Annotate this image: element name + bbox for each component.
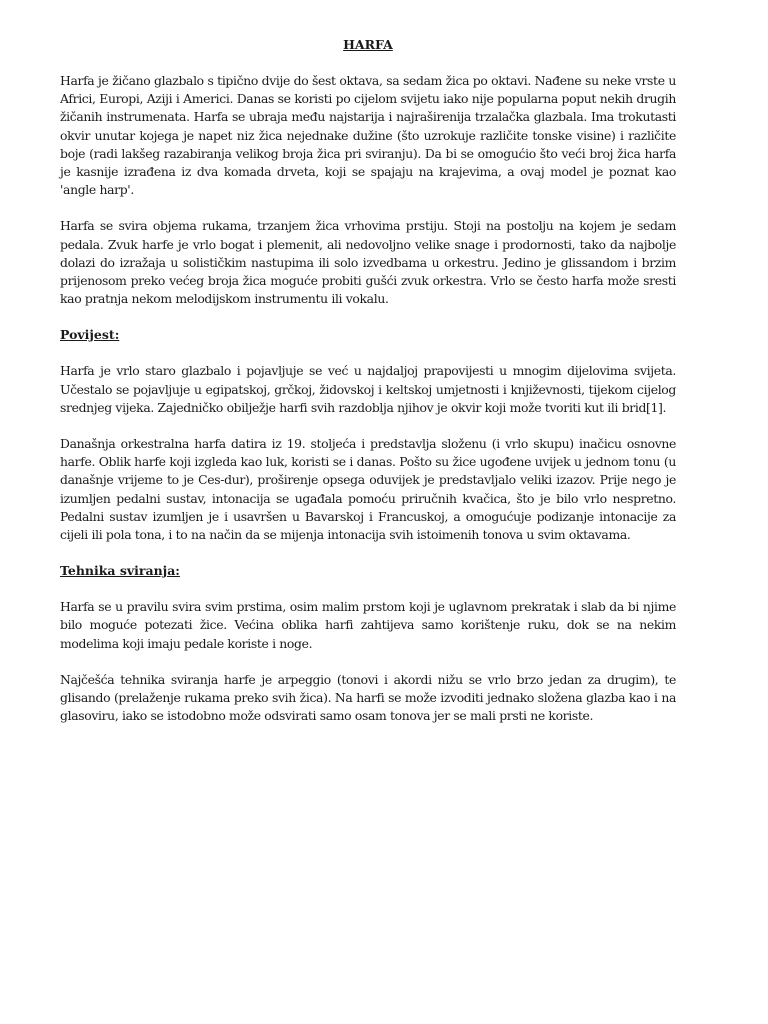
history-paragraph-1: Harfa je vrlo staro glazbalo i pojavljuje se već u najdaljoj prapovijesti u mnogim dijelovima svijeta. Učestalo se pojavljuje u egipatskoj, grčkoj, židovskoj i keltskoj umjetnosti i književnosti, tijekom cijelog srednjeg vijeka. Zajedničko obilježje harfi svih razdoblja njihov je okvir koji može tvoriti kut ili brid[1]. — [60, 363, 676, 415]
document-title: HARFA — [343, 37, 393, 52]
technique-paragraph-2: Najčešća tehnika sviranja harfe je arpeggio (tonovi i akordi nižu se vrlo brzo jedan za drugim), te glisando (prelaženje rukama preko svih žica). Na harfi se može izvoditi jednako složena glazba kao i na glasoviru, iako se istodobno može odsvirati samo osam tonova jer se mali prsti ne koriste. — [60, 671, 676, 724]
document-page — [60, 36, 676, 743]
technique-paragraph-1: Harfa se u pravilu svira svim prstima, osim malim prstom koji je uglavnom prekratak i slab da bi njime bilo moguće potezati žice. Većina oblika harfi zahtijeva samo korištenje ruku, dok se na nekim modelima koji imaju pedale koriste i noge. — [60, 599, 676, 651]
section-heading-history: Povijest: — [60, 327, 120, 343]
intro-paragraph-1: Harfa je žičano glazbalo s tipično dvije do šest oktava, sa sedam žica po oktavi. Nađene su neke vrste u Africi, Europi, Aziji i Americi. Danas se koristi po cijelom svijetu iako nije popularna poput nekih drugih žičanih instrumenata. Harfa se ubraja među najstarija i najraširenija trzalačka glazbala. Ima trokutasti okvir unutar kojega je napet niz žica nejednake dužine (što uzrokuje različite tonske visine) i različite boje (radi lakšeg razabiranja velikog broja žica pri sviranju). Da bi se omogućio što veći broj žica harfa je kasnije izrađena iz dva komada drveta, koji se spajaju na krajevima, a ovaj model je poznat kao 'angle harp'. — [60, 73, 676, 198]
history-paragraph-2: Današnja orkestralna harfa datira iz 19. stoljeća i predstavlja složenu (i vrlo skupu) inačicu osnovne harfe. Oblik harfe koji izgleda kao luk, koristi se i danas. Pošto su žice ugođene uvijek u jednom tonu (u današnje vrijeme to je Ces-dur), proširenje opsega oduvijek je predstavljalo veliki izazov. Prije nego je izumljen pedalni sustav, intonacija se ugađala pomoću priručnih kvačica, što je bilo vrlo nespretno. Pedalni sustav izumljen je i usavršen u Bavarskoj i Francuskoj, a omogućuje podizanje intonacije za cijeli ili pola tona, i to na način da se mijenja intonacija svih istoimenih tonova u svim oktavama. — [60, 436, 676, 543]
section-heading-technique: Tehnika sviranja: — [60, 563, 180, 579]
intro-paragraph-2: Harfa se svira objema rukama, trzanjem žica vrhovima prstiju. Stoji na postolju na kojem je sedam pedala. Zvuk harfe je vrlo bogat i plemenit, ali nedovoljno velike snage i prodornosti, tako da najbolje dolazi do izražaja u solističkim nastupima ili solo izvedbama u orkestru. Jedino je glissandom i brzim prijenosom preko većeg broja žica moguće probiti gušći zvuk orkestra. Vrlo se često harfa može sresti kao pratnja nekom melodijskom instrumentu ili vokalu. — [60, 218, 676, 307]
